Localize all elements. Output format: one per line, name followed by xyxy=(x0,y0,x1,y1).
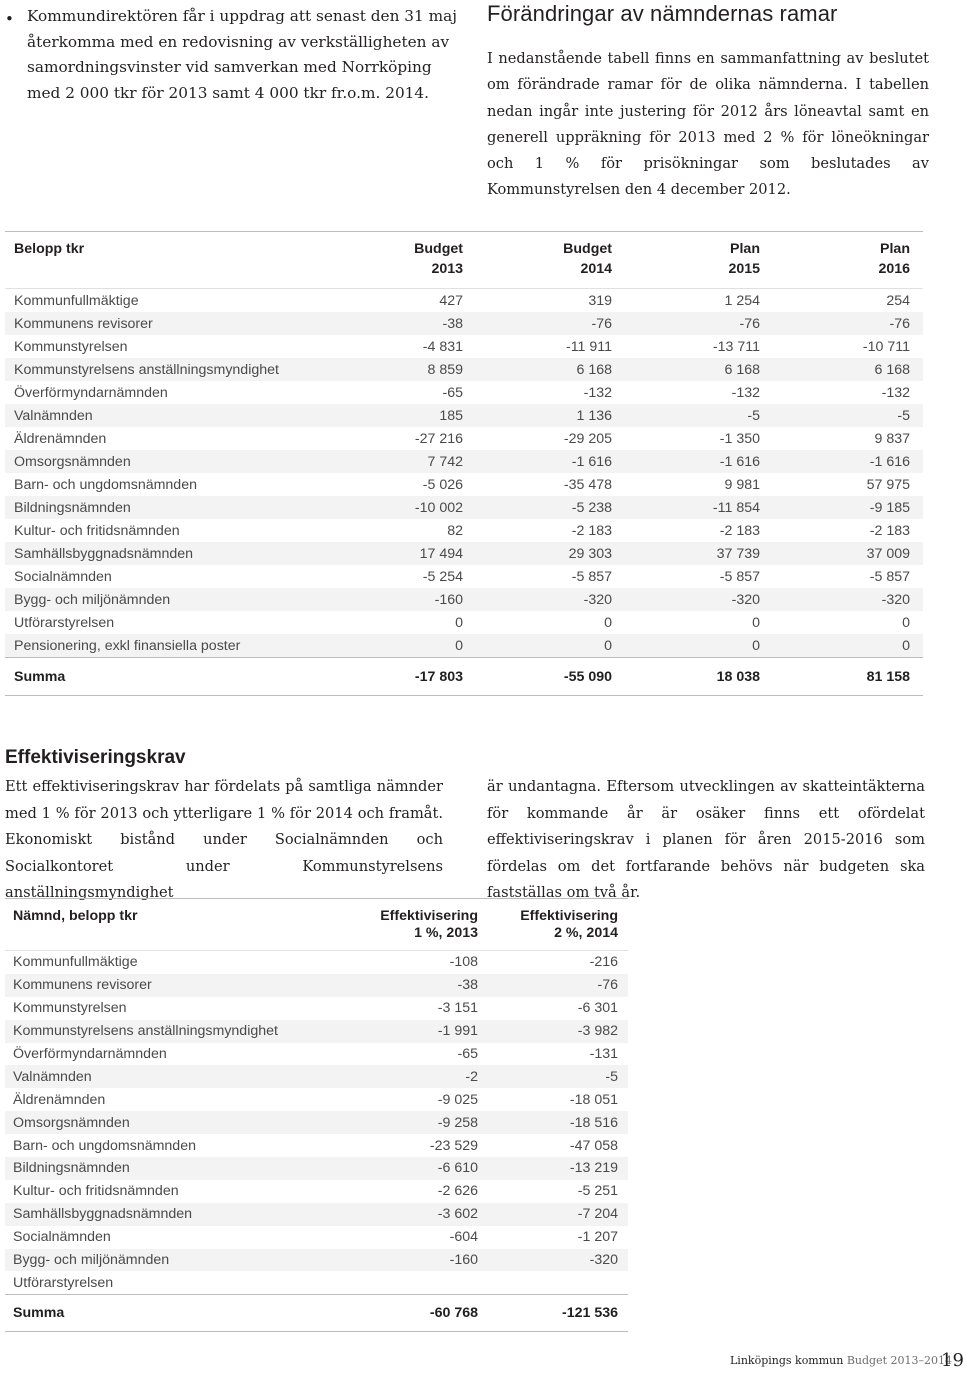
total-cell: -55 090 xyxy=(463,658,612,696)
table-row xyxy=(5,974,628,997)
value-cell: -6 610 xyxy=(333,1157,478,1180)
value-cell xyxy=(478,1271,628,1294)
table-row xyxy=(5,1065,628,1088)
value-cell: 1 136 xyxy=(463,404,612,427)
value-cell: -3 602 xyxy=(333,1203,478,1226)
table-row xyxy=(5,1203,628,1226)
value-cell: -5 238 xyxy=(463,496,612,519)
bullet-item xyxy=(5,4,457,106)
header-cell: Effektivisering 2 %, 2014 xyxy=(520,908,618,941)
value-cell: 37 739 xyxy=(612,542,760,565)
value-cell: -5 xyxy=(760,404,923,427)
value-cell: -76 xyxy=(478,974,628,997)
value-cell: 82 xyxy=(447,522,463,539)
row-label: Kultur- och fritidsnämnden xyxy=(14,522,180,539)
value-cell: -5 857 xyxy=(571,568,612,585)
row-label: Bygg- och miljönämnden xyxy=(5,1249,333,1272)
value-cell: 17 494 xyxy=(323,542,463,565)
value-cell: -9 185 xyxy=(760,496,923,519)
value-cell: 6 168 xyxy=(612,358,760,381)
value-cell: -132 xyxy=(731,384,760,401)
value-cell: -2 626 xyxy=(437,1183,478,1200)
value-cell: -7 204 xyxy=(478,1203,628,1226)
value-cell: -6 301 xyxy=(577,1000,618,1017)
row-label: Kommunfullmäktige xyxy=(5,289,323,313)
value-cell: -1 207 xyxy=(577,1229,618,1246)
table-row xyxy=(5,381,923,404)
value-cell xyxy=(333,1271,478,1294)
value-cell: -320 xyxy=(760,588,923,611)
row-label: Socialnämnden xyxy=(13,1229,111,1246)
row-label: Bildningsnämnden xyxy=(5,1157,333,1180)
value-cell: 0 xyxy=(760,634,923,658)
effektivisering-heading: Effektiviseringskrav xyxy=(5,747,186,768)
table-row xyxy=(5,951,628,974)
value-cell: -320 xyxy=(463,588,612,611)
row-label: Äldrenämnden xyxy=(13,1091,106,1108)
row-label: Kultur- och fritidsnämnden xyxy=(13,1183,179,1200)
value-cell: 254 xyxy=(760,289,923,313)
table-header-row xyxy=(5,232,923,289)
value-cell: -132 xyxy=(583,384,612,401)
effektivisering-text-right: är undantagna. Eftersom utvecklingen av skatteintäkterna för kommande år är osäker finns ett ofördelat effektiviseringskrav i planen för åren 2015-2016 som fördelas om det fortfarande behövs när budgeten ska fastställas om två år. xyxy=(487,778,925,902)
value-cell: 6 168 xyxy=(760,358,923,381)
efficiency-table xyxy=(5,898,628,1332)
value-cell: 0 xyxy=(463,634,612,658)
value-cell: -23 529 xyxy=(429,1137,478,1154)
value-cell: 319 xyxy=(463,289,612,313)
table-row xyxy=(5,565,923,588)
value-cell: -3 151 xyxy=(437,1000,478,1017)
total-cell: 81 158 xyxy=(760,658,923,696)
value-cell: 37 009 xyxy=(760,542,923,565)
table-total-row xyxy=(5,1295,628,1332)
value-cell: -1 616 xyxy=(760,450,923,473)
intro-section xyxy=(487,0,929,204)
value-cell: -320 xyxy=(478,1249,628,1272)
value-cell: -131 xyxy=(589,1046,618,1062)
total-label: Summa xyxy=(5,1295,333,1332)
value-cell: -10 711 xyxy=(862,338,910,355)
table-row xyxy=(5,1134,628,1157)
budget-table xyxy=(5,231,923,696)
total-cell: 18 038 xyxy=(612,658,760,696)
value-cell: -1 616 xyxy=(463,450,612,473)
value-cell: -38 xyxy=(333,974,478,997)
value-cell: -5 xyxy=(478,1065,628,1088)
header-cell: Budget 2013 xyxy=(414,241,463,277)
table-row xyxy=(5,1088,628,1111)
value-cell: -5 857 xyxy=(869,568,910,585)
row-label: Pensionering, exkl finansiella poster xyxy=(5,634,323,658)
value-cell: 0 xyxy=(902,614,910,631)
value-cell: -9 258 xyxy=(333,1111,478,1134)
value-cell: -3 982 xyxy=(478,1020,628,1043)
value-cell: -27 216 xyxy=(414,430,463,447)
table-row xyxy=(5,634,923,658)
table-row xyxy=(5,1249,628,1272)
row-label: Samhällsbyggnadsnämnden xyxy=(5,542,323,565)
row-label: Barn- och ungdomsnämnden xyxy=(14,476,197,493)
value-cell: -76 xyxy=(463,312,612,335)
row-label: Kommunstyrelsens anställningsmyndighet xyxy=(5,1020,333,1043)
row-label: Äldrenämnden xyxy=(14,430,107,447)
header-cell: Effektivisering 1 %, 2013 xyxy=(380,908,478,941)
header-cell: Nämnd, belopp tkr xyxy=(13,908,138,924)
total-cell: -121 536 xyxy=(478,1295,628,1332)
value-cell: -160 xyxy=(323,588,463,611)
value-cell: 6 168 xyxy=(463,358,612,381)
value-cell: -2 183 xyxy=(571,522,612,539)
value-cell: -160 xyxy=(333,1249,478,1272)
value-cell: 0 xyxy=(612,634,760,658)
value-cell: -18 051 xyxy=(569,1091,618,1108)
value-cell: -11 911 xyxy=(565,338,612,355)
value-cell: -38 xyxy=(323,312,463,335)
value-cell: -65 xyxy=(457,1046,478,1062)
header-cell: Plan 2016 xyxy=(878,241,910,277)
table-row xyxy=(5,1157,628,1180)
table-row xyxy=(5,542,923,565)
row-label: Valnämnden xyxy=(5,1065,333,1088)
table-row xyxy=(5,427,923,450)
header-cell: Plan 2015 xyxy=(728,241,760,277)
value-cell: -18 516 xyxy=(478,1111,628,1134)
value-cell: 8 859 xyxy=(323,358,463,381)
effektivisering-text-left: Ett effektiviseringskrav har fördelats på samtliga nämnder med 1 % för 2013 och ytterligare 1 % för 2014 och framåt. Ekonomiskt bistånd under Socialnämnden och Socialkontoret under Kommunstyrelsens anställningsmyndighet xyxy=(5,778,443,902)
value-cell: 0 xyxy=(455,614,463,631)
table-row xyxy=(5,289,923,313)
row-label: Bildningsnämnden xyxy=(5,496,323,519)
row-label: Kommunfullmäktige xyxy=(5,951,333,974)
value-cell: 427 xyxy=(323,289,463,313)
value-cell: 0 xyxy=(752,614,760,631)
table-row xyxy=(5,450,923,473)
table-total-row xyxy=(5,658,923,696)
table-row xyxy=(5,473,923,496)
value-cell: -76 xyxy=(612,312,760,335)
total-label: Summa xyxy=(5,658,323,696)
value-cell: -5 254 xyxy=(422,568,463,585)
value-cell: -13 219 xyxy=(478,1157,628,1180)
table-header-row xyxy=(5,899,628,951)
value-cell: -29 205 xyxy=(563,430,612,447)
table-row xyxy=(5,588,923,611)
value-cell: -2 183 xyxy=(719,522,760,539)
value-cell: -1 350 xyxy=(719,430,760,447)
value-cell: 57 975 xyxy=(866,476,910,493)
value-cell: -2 xyxy=(333,1065,478,1088)
value-cell: -2 183 xyxy=(869,522,910,539)
row-label: Kommunstyrelsens anställningsmyndighet xyxy=(5,358,323,381)
value-cell: 7 742 xyxy=(323,450,463,473)
page-footer xyxy=(730,1354,952,1367)
value-cell: -11 854 xyxy=(612,496,760,519)
value-cell: -1 991 xyxy=(333,1020,478,1043)
intro-paragraph: I nedanstående tabell finns en sammanfattning av beslutet om förändrade ramar för de olika nämnderna. I tabellen nedan ingår inte justering för 2012 års löneavtal samt en generell uppräkning för 2013 med 2 % för löneökningar och 1 % för prisökningar som beslutades av Kommunstyrelsen den 4 december 2012. xyxy=(487,50,929,199)
value-cell: -5 xyxy=(612,404,760,427)
table-row xyxy=(5,1271,628,1294)
row-label: Valnämnden xyxy=(5,404,323,427)
table-row xyxy=(5,312,923,335)
table-row xyxy=(5,1226,628,1249)
total-cell: -17 803 xyxy=(323,658,463,696)
table-row xyxy=(5,496,923,519)
value-cell: 9 981 xyxy=(724,476,760,493)
total-cell: -60 768 xyxy=(333,1295,478,1332)
table-row xyxy=(5,358,923,381)
row-label: Socialnämnden xyxy=(14,568,112,585)
value-cell: 0 xyxy=(604,614,612,631)
value-cell: -5 026 xyxy=(422,476,463,493)
row-label: Omsorgsnämnden xyxy=(5,1111,333,1134)
section-heading: Förändringar av nämndernas ramar xyxy=(487,1,838,26)
header-cell: Belopp tkr xyxy=(14,241,85,257)
row-label: Barn- och ungdomsnämnden xyxy=(13,1137,196,1154)
value-cell: 0 xyxy=(323,634,463,658)
row-label: Överförmyndarnämnden xyxy=(14,384,168,401)
row-label: Kommunstyrelsen xyxy=(14,338,128,355)
table-row xyxy=(5,404,923,427)
value-cell: -604 xyxy=(449,1229,478,1246)
table-row xyxy=(5,335,923,358)
value-cell: -65 xyxy=(442,384,463,401)
value-cell: -216 xyxy=(478,951,628,974)
value-cell: -1 616 xyxy=(612,450,760,473)
value-cell: -9 025 xyxy=(437,1091,478,1108)
value-cell: -47 058 xyxy=(569,1137,618,1154)
row-label: Samhällsbyggnadsnämnden xyxy=(5,1203,333,1226)
page-number: 19 xyxy=(941,1350,964,1371)
row-label: Utförarstyrelsen xyxy=(13,1274,114,1291)
row-label: Kommunens revisorer xyxy=(5,312,323,335)
value-cell: -5 857 xyxy=(719,568,760,585)
footer-doc: Budget 2013–2014 xyxy=(846,1354,953,1367)
value-cell: -13 711 xyxy=(712,338,760,355)
table-row xyxy=(5,519,923,542)
value-cell: -4 831 xyxy=(422,338,463,355)
header-cell: Budget 2014 xyxy=(563,241,612,277)
value-cell: 185 xyxy=(323,404,463,427)
table-row xyxy=(5,611,923,634)
value-cell: -35 478 xyxy=(563,476,612,493)
value-cell: 29 303 xyxy=(463,542,612,565)
table-row xyxy=(5,1043,628,1066)
value-cell: 1 254 xyxy=(612,289,760,313)
value-cell: 9 837 xyxy=(874,430,910,447)
table-row xyxy=(5,1180,628,1203)
value-cell: -132 xyxy=(881,384,910,401)
table-row xyxy=(5,997,628,1020)
value-cell: -108 xyxy=(333,951,478,974)
row-label: Bygg- och miljönämnden xyxy=(5,588,323,611)
table-row xyxy=(5,1020,628,1043)
row-label: Överförmyndarnämnden xyxy=(13,1046,167,1062)
row-label: Kommunens revisorer xyxy=(5,974,333,997)
value-cell: -5 251 xyxy=(577,1183,618,1200)
value-cell: -10 002 xyxy=(323,496,463,519)
table-row xyxy=(5,1111,628,1134)
footer-org: Linköpings kommun xyxy=(730,1354,844,1367)
bullet-dot: • xyxy=(5,10,14,28)
value-cell: -320 xyxy=(612,588,760,611)
row-label: Utförarstyrelsen xyxy=(14,614,115,631)
bullet-text: Kommundirektören får i uppdrag att senast den 31 maj återkomma med en redovisning av verkställigheten av samordningsvinster vid samverkan med Norrköping med 2 000 tkr för 2013 samt 4 000 tkr fr.o.m. 2014. xyxy=(27,7,457,102)
value-cell: -76 xyxy=(760,312,923,335)
row-label: Omsorgsnämnden xyxy=(5,450,323,473)
row-label: Kommunstyrelsen xyxy=(13,1000,127,1017)
